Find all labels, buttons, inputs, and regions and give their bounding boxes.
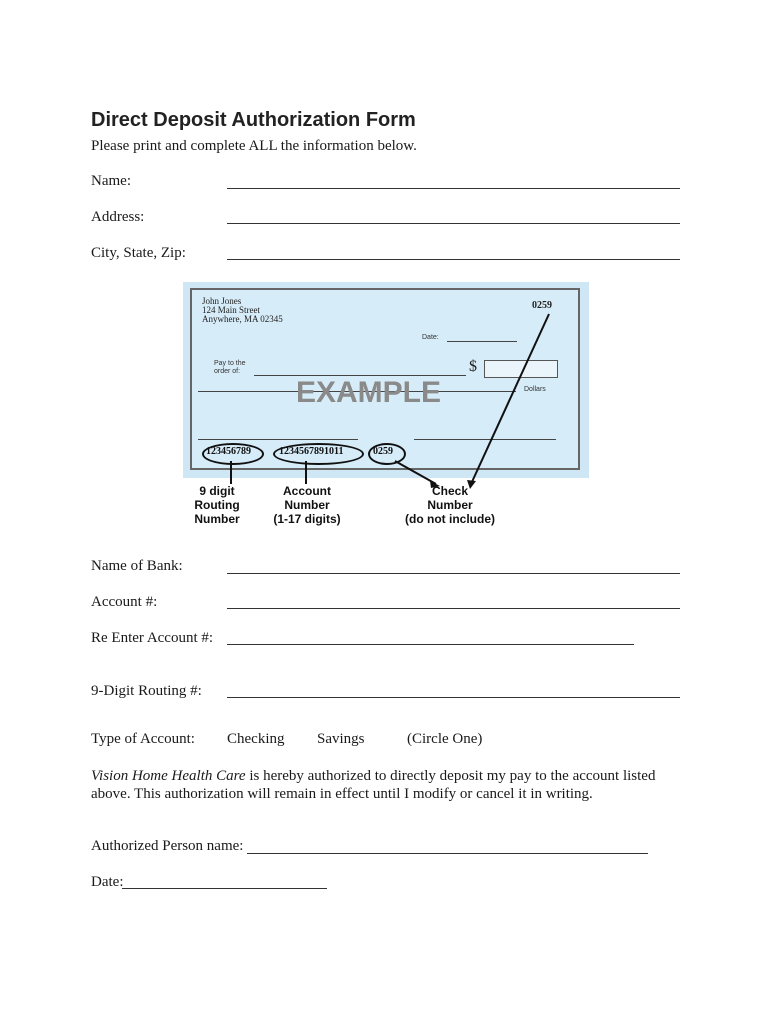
date-label: Date: — [422, 334, 439, 341]
account-type-label: Type of Account: — [91, 731, 195, 747]
bank-name-label: Name of Bank: — [91, 558, 183, 574]
account-line[interactable] — [227, 608, 680, 609]
dollars-label: Dollars — [524, 386, 546, 393]
authorization-paragraph — [91, 767, 691, 803]
reenter-account-line[interactable] — [227, 644, 634, 645]
account-caption-line2: Number — [284, 498, 330, 512]
pay-to-label-2: order of: — [214, 368, 241, 375]
name-label: Name: — [91, 173, 131, 189]
routing-caption-line2: Routing — [194, 498, 240, 512]
authorized-person-label: Authorized Person name: — [91, 838, 244, 854]
account-label: Account #: — [91, 594, 158, 610]
check-caption — [400, 484, 500, 526]
check-caption-line2: Number — [427, 498, 473, 512]
company-name: Vision Home Health Care — [91, 768, 246, 784]
payer-city: Anywhere, MA 02345 — [202, 314, 283, 324]
authorization-text: is hereby authorized to directly deposit my pay to the account listed above. This authorization will remain in effect until I modify or cancel it in writing. — [91, 768, 656, 802]
routing-label: 9-Digit Routing #: — [91, 683, 202, 699]
address-label: Address: — [91, 209, 145, 225]
routing-number-value: 123456789 — [206, 446, 251, 457]
account-caption-line3: (1-17 digits) — [273, 512, 341, 526]
routing-caption — [191, 484, 243, 526]
routing-caption-line3: Number — [194, 512, 240, 526]
authorized-person-line[interactable] — [247, 853, 648, 854]
routing-line[interactable] — [227, 697, 680, 698]
check-number-value: 0259 — [373, 446, 393, 457]
date-field-label: Date: — [91, 874, 124, 890]
reenter-account-label: Re Enter Account #: — [91, 630, 214, 646]
check-number-top: 0259 — [532, 300, 552, 311]
checking-option[interactable]: Checking — [227, 731, 285, 747]
routing-caption-line1: 9 digit — [199, 484, 235, 498]
check-caption-line1: Check — [431, 484, 469, 498]
dollar-sign: $ — [469, 358, 477, 375]
circle-one-instruction: (Circle One) — [407, 731, 483, 747]
check-caption-line3: (do not include) — [405, 512, 495, 526]
example-watermark: EXAMPLE — [296, 376, 442, 409]
bank-name-line[interactable] — [227, 573, 680, 574]
form-title: Direct Deposit Authorization Form — [91, 109, 416, 131]
savings-option[interactable]: Savings — [317, 731, 365, 747]
account-number-value: 1234567891011 — [279, 446, 344, 457]
form-subtitle: Please print and complete ALL the information below. — [91, 138, 417, 154]
pay-to-label-1: Pay to the — [214, 360, 246, 367]
date-field-line[interactable] — [122, 888, 327, 889]
payer-street: 124 Main Street — [202, 305, 260, 315]
account-caption-line1: Account — [283, 484, 331, 498]
city-state-zip-label: City, State, Zip: — [91, 245, 186, 261]
account-caption — [266, 484, 348, 526]
payer-name: John Jones — [202, 296, 242, 306]
